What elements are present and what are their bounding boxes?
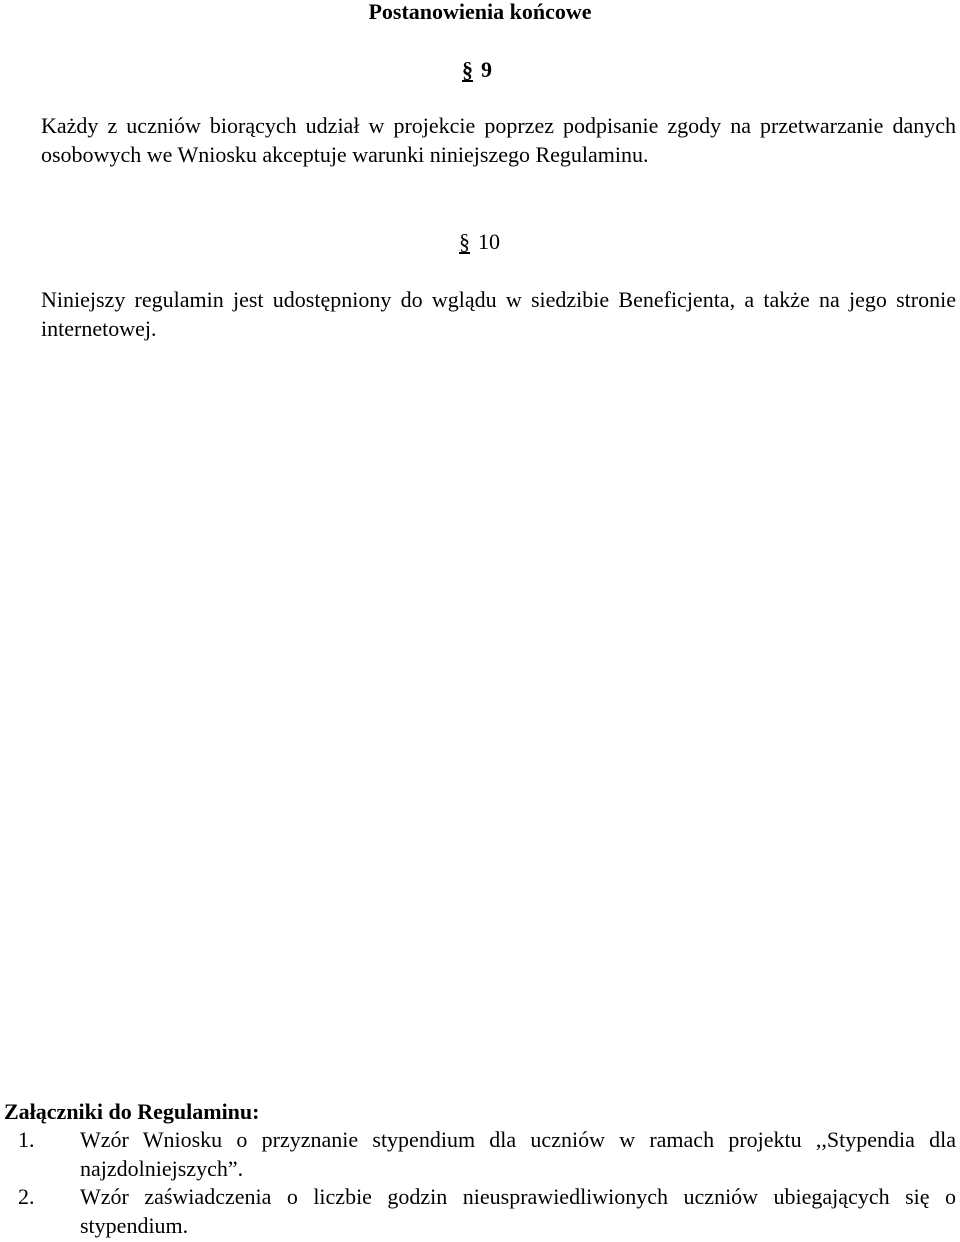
attachment-text-1: Wzór Wniosku o przyznanie stypendium dla uczniów w ramach projektu ,,Stypendia dla najzdolniejszych”. [80,1127,956,1181]
attachment-number-1: 1. [18,1127,35,1152]
paragraph-9-heading [462,57,492,83]
paragraph-9-text: Każdy z uczniów biorących udział w projekcie poprzez podpisanie zgody na przetwarzanie danych osobowych we Wniosku akceptuje warunki niniejszego Regulaminu. [41,113,956,167]
section-title: Postanowienia końcowe [368,0,592,24]
section-sign-10: § [459,229,470,254]
attachment-text-2: Wzór zaświadczenia o liczbie godzin nieusprawiedliwionych uczniów ubiegających się o stypendium. [80,1184,956,1238]
paragraph-10-heading [459,229,500,255]
section-sign-9: § [462,57,473,82]
attachments-title: Załączniki do Regulaminu: [4,1099,260,1124]
attachment-item-1 [4,1126,956,1183]
attachment-item-2 [4,1183,956,1240]
paragraph-10-text: Niniejszy regulamin jest udostępniony do wglądu w siedzibie Beneficjenta, a także na jego stronie internetowej. [41,287,956,341]
attachment-number-2: 2. [18,1184,35,1209]
attachments-list [4,1126,956,1240]
paragraph-10-number: 10 [478,229,500,254]
paragraph-9-number: 9 [481,57,492,82]
